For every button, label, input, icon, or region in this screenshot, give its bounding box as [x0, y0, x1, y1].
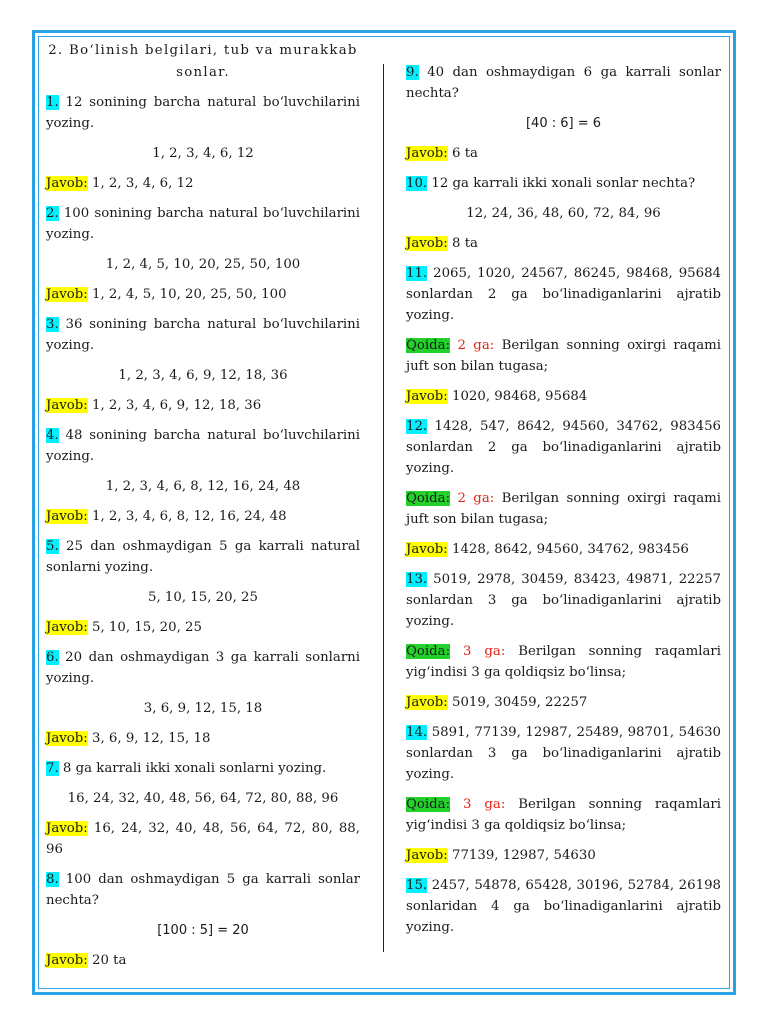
- answer-line: [46, 728, 360, 749]
- solution-text: 1, 2, 3, 4, 6, 8, 12, 16, 24, 48: [105, 479, 301, 494]
- problem-text: 5019, 2978, 30459, 83423, 49871, 22257 sonlardan 3 ga bo‘linadiganlarini ajratib yozing.: [406, 572, 721, 629]
- problem-question: [46, 647, 360, 689]
- answer-label: Javob:: [46, 953, 88, 968]
- problem-text: 2457, 54878, 65428, 30196, 52784, 26198 sonlaridan 4 ga bo‘linadiganlarini ajratib yozing.: [406, 878, 721, 935]
- problem-number: 15.: [406, 878, 428, 893]
- problem-number: 3.: [46, 317, 59, 332]
- problem-number: 6.: [46, 650, 59, 665]
- problem-question: [406, 62, 721, 104]
- rule-label: Qoida:: [406, 644, 451, 659]
- answer-label: Javob:: [46, 398, 88, 413]
- problem-question: [406, 722, 721, 785]
- problem-text: 25 dan oshmaydigan 5 ga karrali natural sonlarni yozing.: [46, 539, 360, 575]
- solution-list: [46, 920, 360, 941]
- problem-text: 5891, 77139, 12987, 25489, 98701, 54630 sonlardan 3 ga bo‘linadiganlarini ajratib yozing.: [406, 725, 721, 782]
- answer-line: [406, 692, 721, 713]
- rule-text: Berilgan sonning oxirgi raqami juft son bilan tugasa;: [406, 338, 721, 374]
- answer-label: Javob:: [46, 731, 88, 746]
- problem-text: 36 sonining barcha natural bo‘luvchilarini yozing.: [46, 317, 360, 353]
- answer-text: 1, 2, 3, 4, 6, 9, 12, 18, 36: [87, 398, 262, 413]
- problem-number: 4.: [46, 428, 59, 443]
- problem-question: [406, 173, 721, 194]
- problem-number: 1.: [46, 95, 59, 110]
- solution-list: [46, 587, 360, 608]
- answer-text: 1, 2, 4, 5, 10, 20, 25, 50, 100: [87, 287, 287, 302]
- problem-text: 12 sonining barcha natural bo‘luvchilarini yozing.: [46, 95, 360, 131]
- answer-label: Javob:: [406, 542, 448, 557]
- answer-label: Javob:: [46, 620, 88, 635]
- answer-text: 5019, 30459, 22257: [447, 695, 588, 710]
- section-title: 2. Bo‘linish belgilari, tub va murakkab sonlar.: [48, 43, 358, 80]
- problem-number: 8.: [46, 872, 59, 887]
- answer-label: Javob:: [46, 176, 88, 191]
- answer-line: [406, 845, 721, 866]
- rule-line: [406, 641, 721, 683]
- problem-text: 48 sonining barcha natural bo‘luvchilarini yozing.: [46, 428, 360, 464]
- rule-label: Qoida:: [406, 338, 451, 353]
- answer-line: [46, 173, 360, 194]
- problem-question: [46, 758, 360, 779]
- solution-list: [406, 203, 721, 224]
- answer-text: 5, 10, 15, 20, 25: [87, 620, 202, 635]
- solution-text: 12, 24, 36, 48, 60, 72, 84, 96: [466, 206, 661, 221]
- answer-line: [406, 386, 721, 407]
- right-column: [406, 62, 721, 947]
- rule-label: Qoida:: [406, 491, 451, 506]
- problem-text: 8 ga karrali ikki xonali sonlarni yozing.: [58, 761, 327, 776]
- rule-line: [406, 335, 721, 377]
- rule-label: Qoida:: [406, 797, 451, 812]
- answer-label: Javob:: [46, 509, 88, 524]
- answer-text: 1, 2, 3, 4, 6, 8, 12, 16, 24, 48: [87, 509, 287, 524]
- answer-text: 16, 24, 32, 40, 48, 56, 64, 72, 80, 88, 96: [46, 821, 360, 857]
- problem-text: 20 dan oshmaydigan 3 ga karrali sonlarni yozing.: [46, 650, 360, 686]
- problem-question: [406, 875, 721, 938]
- answer-line: [46, 395, 360, 416]
- solution-text: 1, 2, 3, 4, 6, 12: [152, 146, 254, 161]
- problem-number: 5.: [46, 539, 59, 554]
- answer-label: Javob:: [46, 821, 88, 836]
- rule-text: Berilgan sonning raqamlari yig‘indisi 3 ga qoldiqsiz bo‘linsa;: [406, 797, 722, 833]
- problem-text: 40 dan oshmaydigan 6 ga karrali sonlar nechta?: [406, 65, 721, 101]
- solution-list: [46, 698, 360, 719]
- answer-text: 20 ta: [87, 953, 127, 968]
- rule-divisor: 3 ga:: [450, 797, 506, 812]
- problem-number: 9.: [406, 65, 419, 80]
- solution-list: [46, 476, 360, 497]
- solution-list: [46, 143, 360, 164]
- problem-number: 11.: [406, 266, 428, 281]
- answer-line: [46, 617, 360, 638]
- problem-text: 100 dan oshmaydigan 5 ga karrali sonlar nechta?: [46, 872, 360, 908]
- solution-list: [46, 254, 360, 275]
- solution-text: 1, 2, 3, 4, 6, 9, 12, 18, 36: [118, 368, 288, 383]
- problem-number: 2.: [46, 206, 59, 221]
- answer-label: Javob:: [406, 389, 448, 404]
- answer-label: Javob:: [406, 146, 448, 161]
- answer-line: [406, 143, 721, 164]
- answer-text: 1, 2, 3, 4, 6, 12: [87, 176, 194, 191]
- answer-line: [46, 950, 360, 971]
- answer-label: Javob:: [46, 287, 88, 302]
- left-column: [46, 40, 360, 980]
- problem-text: 12 ga karrali ikki xonali sonlar nechta?: [427, 176, 696, 191]
- problem-text: 2065, 1020, 24567, 86245, 98468, 95684 sonlardan 2 ga bo‘linadiganlarini ajratib yozing.: [406, 266, 721, 323]
- solution-text: 5, 10, 15, 20, 25: [148, 590, 258, 605]
- answer-label: Javob:: [406, 848, 448, 863]
- answer-text: 3, 6, 9, 12, 15, 18: [87, 731, 211, 746]
- rule-text: Berilgan sonning raqamlari yig‘indisi 3 ga qoldiqsiz bo‘linsa;: [406, 644, 722, 680]
- answer-text: 77139, 12987, 54630: [447, 848, 596, 863]
- solution-text: 1, 2, 4, 5, 10, 20, 25, 50, 100: [105, 257, 301, 272]
- solution-list: [46, 365, 360, 386]
- answer-line: [46, 818, 360, 860]
- answer-text: 8 ta: [447, 236, 478, 251]
- problem-question: [46, 869, 360, 911]
- problem-number: 14.: [406, 725, 428, 740]
- problem-number: 12.: [406, 419, 428, 434]
- problem-number: 10.: [406, 176, 428, 191]
- rule-text: Berilgan sonning oxirgi raqami juft son bilan tugasa;: [406, 491, 721, 527]
- problem-question: [406, 416, 721, 479]
- problem-number: 7.: [46, 761, 59, 776]
- solution-list: [46, 788, 360, 809]
- answer-text: 6 ta: [447, 146, 478, 161]
- problem-question: [46, 314, 360, 356]
- problem-question: [46, 425, 360, 467]
- rule-line: [406, 794, 721, 836]
- rule-divisor: 2 ga:: [450, 338, 495, 353]
- answer-line: [406, 233, 721, 254]
- rule-divisor: 3 ga:: [450, 644, 506, 659]
- problem-number: 13.: [406, 572, 428, 587]
- problem-text: 1428, 547, 8642, 94560, 34762, 983456 sonlardan 2 ga bo‘linadiganlarini ajratib yozing.: [406, 419, 721, 476]
- problem-question: [46, 536, 360, 578]
- problem-question: [406, 263, 721, 326]
- column-divider: [383, 64, 384, 952]
- solution-text: 3, 6, 9, 12, 15, 18: [143, 701, 263, 716]
- solution-list: [406, 113, 721, 134]
- answer-label: Javob:: [406, 695, 448, 710]
- rule-line: [406, 488, 721, 530]
- problem-question: [46, 92, 360, 134]
- answer-line: [406, 539, 721, 560]
- answer-text: 1020, 98468, 95684: [447, 389, 588, 404]
- answer-label: Javob:: [406, 236, 448, 251]
- problem-question: [406, 569, 721, 632]
- solution-text: [100 : 5] = 20: [157, 923, 249, 938]
- answer-text: 1428, 8642, 94560, 34762, 983456: [447, 542, 689, 557]
- problem-text: 100 sonining barcha natural bo‘luvchilarini yozing.: [46, 206, 360, 242]
- solution-text: [40 : 6] = 6: [525, 116, 602, 131]
- answer-line: [46, 284, 360, 305]
- rule-divisor: 2 ga:: [450, 491, 495, 506]
- solution-text: 16, 24, 32, 40, 48, 56, 64, 72, 80, 88, 96: [67, 791, 339, 806]
- problem-question: [46, 203, 360, 245]
- answer-line: [46, 506, 360, 527]
